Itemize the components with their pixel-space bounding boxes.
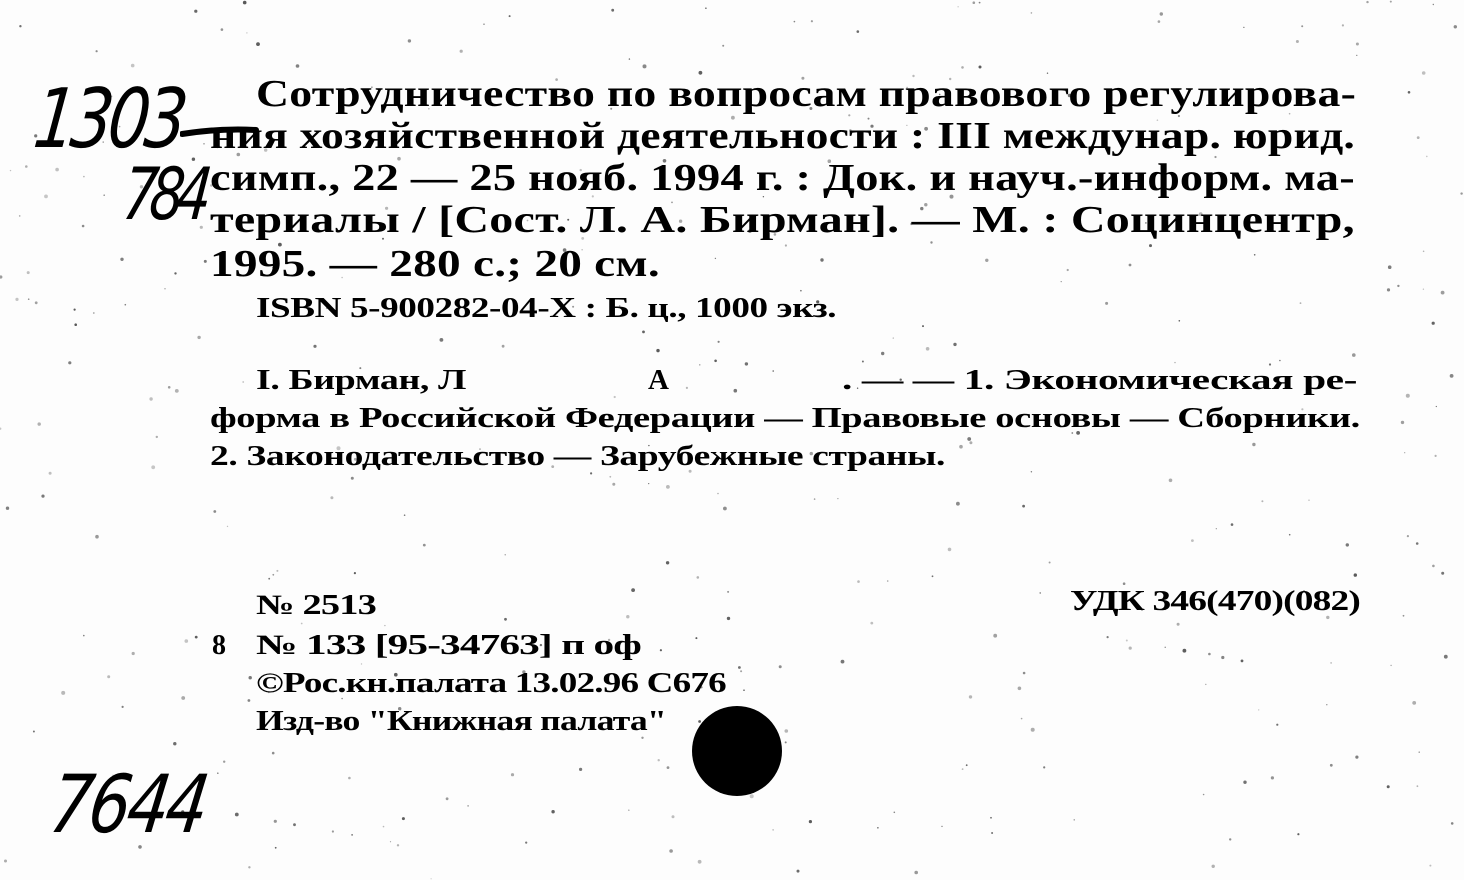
copyright-line: ©Рос.кн.палата 13.02.96 С676: [256, 668, 726, 699]
publisher-line: Изд-во "Книжная палата": [256, 706, 667, 737]
subject-line-1a: I. Бирман, Л: [256, 364, 466, 396]
handwritten-code-bottom: 7644: [44, 758, 212, 851]
card-number: № 2513: [256, 590, 377, 621]
punch-hole: [692, 706, 782, 796]
subject-line-2: форма в Российской Федерации — Правовые основы — Сборники.: [210, 402, 1360, 434]
subject-line-1c: . — — 1. Экономическая ре-: [842, 364, 1357, 396]
entry-line-5: 1995. — 280 с.; 20 см.: [210, 243, 660, 285]
isbn-line: ISBN 5-900282-04-X : Б. ц., 1000 экз.: [256, 292, 837, 324]
entry-line-4: териалы / [Сост. Л. А. Бирман]. — М. : Социнцентр,: [210, 199, 1355, 241]
subject-line-3: 2. Законодательство — Зарубежные страны.: [210, 440, 946, 472]
handwritten-code-second: 784: [119, 152, 209, 236]
entry-line-1: Сотрудничество по вопросам правового регулирова-: [256, 73, 1357, 115]
entry-line-2: ния хозяйственной деятельности : III междунар. юрид.: [210, 115, 1356, 157]
handwritten-code-top: 1303: [29, 72, 188, 167]
footer-prefix: 8: [212, 630, 226, 661]
udk-code: УДК 346(470)(082): [1070, 586, 1360, 617]
order-number: № 133 [95-34763] п оф: [256, 630, 641, 661]
subject-line-1b: А: [648, 364, 669, 396]
entry-line-3: симп., 22 — 25 нояб. 1994 г. : Док. и науч.-информ. ма-: [210, 157, 1355, 199]
